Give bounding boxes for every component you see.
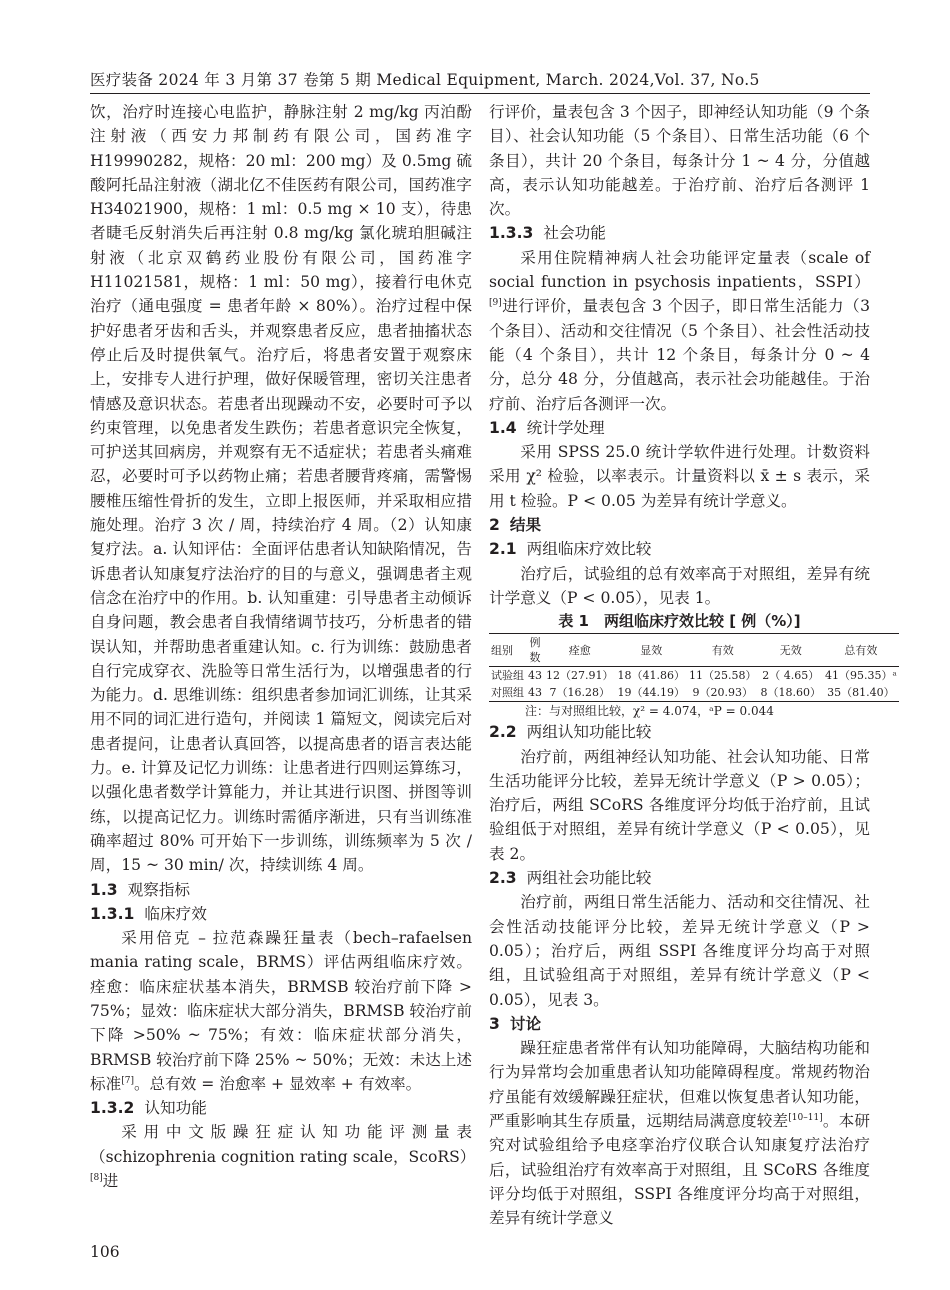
paragraph-cognitive-function: 采用中文版躁狂症认知功能评测量表（schizophrenia cognition rating scale，ScoRS）[8]进 [90,1123,476,1191]
table-1 [489,633,899,702]
table-cell: 18（41.86） [617,669,685,683]
table-header-row [489,634,899,667]
header-rule [90,93,870,94]
section-heading-1-3: 1.3 观察指标 [90,880,191,899]
citation-7: [7] [121,1075,134,1086]
table-cell: 9（20.93） [687,684,759,702]
table-cell: 11（25.58） [689,669,757,683]
paragraph-results-social: 治疗前，两组日常生活能力、活动和交往情况、社会性活动技能评分比较，差异无统计学意义（P > 0.05）；治疗后，两组 SSPI 各维度评分均高于对照组，且试验组高于对照组，差异有统计学意义（P < 0.05），见表 3。 [489,893,870,1009]
running-header: 医疗装备 2024 年 3 月第 37 卷第 5 期 Medical Equipment, March. 2024,Vol. 37, No.5 [90,71,760,89]
table-cell: 43 [526,684,544,702]
table-header-cell: 总有效 [823,634,899,667]
paragraph-discussion: 躁狂症患者常伴有认知功能障碍，大脑结构功能和行为异常均会加重患者认知功能障碍程度。常规药物治疗虽能有效缓解躁狂症状，但难以恢复患者认知功能，严重影响其生存质量，远期结局满意度较差[10–11]。本研究对试验组给予电痉挛治疗仪联合认知康复疗法治疗后，试验组治疗有效率高于对照组，且 SCoRS 各维度评分均低于对照组，SSPI 各维度评分均高于对照组，差异有统计学意义 [489,1039,870,1228]
section-heading-2: 2 结果 [489,516,542,535]
section-heading-1-3-1: 1.3.1 临床疗效 [90,904,207,923]
table-cell: 43 [528,669,542,683]
table-cell: 35（81.40） [823,684,899,702]
table-cell: 试验组 [491,669,524,683]
table-cell: 19（44.19） [616,684,688,702]
section-heading-2-2: 2.2 两组认知功能比较 [489,723,652,742]
left-column [90,100,476,1193]
paragraph-treatment: 饮，治疗时连接心电监护，静脉注射 2 mg/kg 丙泊酚注射液（西安力邦制药有限公司，国药准字 H19990282，规格：20 ml：200 mg）及 0.5mg 硫酸阿托品注射液（湖北亿不佳医药有限公司，国药准字 H34021900，规格：1 ml：0.5 mg × 10 支），待患者睫毛反射消失后再注射 0.8 mg/kg 氯化琥珀胆碱注射液（北京双鹤药业股份有限公司，国药准字 H11021581，规格：1 ml：50 mg），接着行电休克治疗（通电强度 = 患者年龄 × 80%）。治疗过程中保护好患者牙齿和舌头，并观察患者反应，患者抽搐状态停止后及时提供氧气。治疗后，将患者安置于观察床上，安排专人进行护理，做好保暖管理，密切关注患者情感及意识状态。若患者出现躁动不安，必要时可予以约束管理，以免患者发生跌伤；若患者意识完全恢复，可护送其回病房，并观察有无不适症状；若患者头痛难忍，必要时可予以药物止痛；若患者腰背疼痛，需警惕腰椎压缩性骨折的发生，立即上报医师，并采取相应措施处理。治疗 3 次 / 周，持续治疗 4 周。（2）认知康复疗法。a. 认知评估：全面评估患者认知缺陷情况，告诉患者认知康复疗法治疗的目的与意义，强调患者主观信念在治疗中的作用。b. 认知重建：引导患者主动倾诉自身问题，教会患者自我情绪调节技巧，分析患者的错误认知，并帮助患者重建认知。c. 行为训练：鼓励患者自行完成穿衣、洗脸等日常生活行为，以增强患者的行为能力。d. 思维训练：组织患者参加词汇训练，让其采用不同的词汇进行造句，并阅读 1 篇短文，阅读完后对患者提问，让患者认真回答，以提高患者的语言表达能力。e. 计算及记忆力训练：让患者进行四则运算练习，以强化患者数学计算能力，并让其进行识图、拼图等训练，以提高记忆力。训练时需循序渐进，只有当训练准确率超过 80% 可开始下一步训练，训练频率为 5 次 / 周，15 ~ 30 min/ 次，持续训练 4 周。 [90,103,472,875]
page-number: 106 [90,1243,120,1261]
citation-8: [8] [90,1173,103,1184]
table-cell: 12（27.91） [546,669,614,683]
section-heading-1-4: 1.4 统计学处理 [489,418,605,437]
table-header-cell: 痊愈 [544,634,616,667]
table-cell: 7（16.28） [544,684,616,702]
paragraph-results-cognitive: 治疗前，两组神经认知功能、社会认知功能、日常生活功能评分比较，差异无统计学意义（P > 0.05）；治疗后，两组 SCoRS 各维度评分均低于治疗前，且试验组低于对照组，差异有统计学意义（P < 0.05），见表 2。 [489,747,870,863]
table-header-cell: 组别 [489,634,526,667]
paragraph-social-function: 采用住院精神病人社会功能评定量表（scale of social function in psychosis inpatients，SSPI）[9]进行评价，量表包含 3 个因子，即日常生活能力（3 个条目）、活动和交往情况（5 个条目）、社会性活动技能（4 个条目），共计 12 个条目，每条计分 0 ~ 4 分，总分 48 分，分值越高，表示社会功能越佳。于治疗前、治疗后各测评一次。 [489,248,870,413]
table-row [489,684,899,702]
section-heading-2-3: 2.3 两组社会功能比较 [489,869,652,888]
citation-10-11: [10–11] [788,1112,823,1123]
citation-9: [9] [489,298,502,309]
table-cell: 8（18.60） [759,684,824,702]
table-1-note: 注：与对照组比较，χ² = 4.074，ᵃP = 0.044 [525,704,774,719]
right-column [489,100,897,1230]
table-header-cell: 无效 [759,634,824,667]
section-heading-1-3-3: 1.3.3 社会功能 [489,224,606,243]
section-heading-3: 3 讨论 [489,1014,542,1033]
section-heading-1-3-2: 1.3.2 认知功能 [90,1099,207,1118]
paragraph-scors-continued: 行评价，量表包含 3 个因子，即神经认知功能（9 个条目）、社会认知功能（5 个条目）、日常生活功能（6 个条目），共计 20 个条目，每条计分 1 ~ 4 分，分值越高，表示认知功能越差。于治疗前、治疗后各测评 1 次。 [489,103,870,219]
table-row [489,667,899,685]
paragraph-statistics: 采用 SPSS 25.0 统计学软件进行处理。计数资料采用 χ² 检验，以率表示。计量资料以 x̄ ± s 表示，采用 t 检验。P < 0.05 为差异有统计学意义。 [489,443,870,510]
paragraph-clinical-efficacy: 采用倍克 – 拉范森躁狂量表（bech–rafaelsen mania rating scale，BRMS）评估两组临床疗效。痊愈：临床症状基本消失，BRMSB 较治疗前下降 > 75%；显效：临床症状大部分消失，BRMSB 较治疗前下降 >50% ~ 75%；有效：临床症状部分消失，BRMSB 较治疗前下降 25% ~ 50%；无效：未达上述标准[7]。总有效 = 治愈率 + 显效率 + 有效率。 [90,929,472,1093]
paragraph-results-efficacy: 治疗后，试验组的总有效率高于对照组，差异有统计学意义（P < 0.05），见表 1。 [489,564,870,607]
table-cell: 41（95.35）ᵃ [825,669,897,683]
table-header-cell: 显效 [616,634,688,667]
section-heading-2-1: 2.1 两组临床疗效比较 [489,540,652,559]
table-header-cell: 有效 [687,634,759,667]
table-cell: 2（ 4.65） [762,669,820,683]
table-1-title: 表 1 两组临床疗效比较 [ 例（%）] [558,612,801,631]
table-header-cell: 例数 [526,634,544,667]
table-cell: 对照组 [489,684,526,702]
